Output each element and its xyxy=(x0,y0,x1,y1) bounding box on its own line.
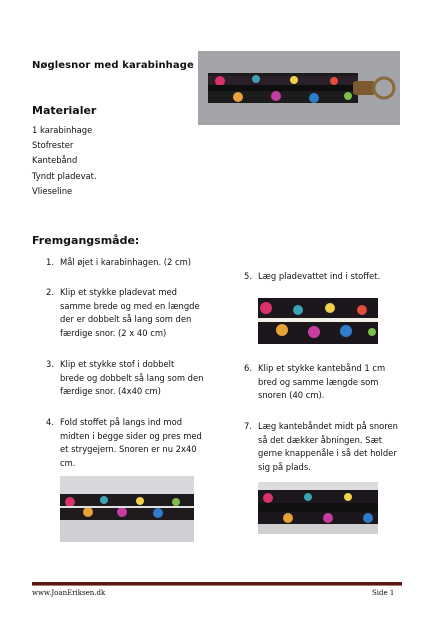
step-number: 2. xyxy=(46,287,54,297)
step-line: Læg pladevattet ind i stoffet. xyxy=(258,271,381,281)
step-text xyxy=(258,362,385,403)
step-text xyxy=(60,416,202,470)
step-2 xyxy=(46,286,216,346)
bias-tape-photo xyxy=(258,482,378,534)
step-line: Læg kantebåndet midt på snoren xyxy=(258,421,398,431)
batting-in-fabric-photo xyxy=(258,298,378,344)
materials-heading: Materialer xyxy=(32,104,97,117)
step-number: 7. xyxy=(244,421,252,431)
step-number: 3. xyxy=(46,359,54,369)
step-text xyxy=(258,420,398,474)
procedure-heading: Fremgangsmåde: xyxy=(32,234,140,247)
step-text xyxy=(60,286,200,340)
step-line: brede og dobbelt så lang som den xyxy=(60,372,204,383)
step-line: Mål øjet i karabinhagen. (2 cm) xyxy=(60,257,192,267)
document-title: Nøglesnor med karabinhage xyxy=(32,60,194,71)
step-line: bred og samme længde som xyxy=(258,376,379,387)
step-line: færdige snor. (2 x 40 cm) xyxy=(60,327,167,338)
materials-list xyxy=(32,123,97,199)
footer-divider-accent xyxy=(32,585,402,586)
material-item: Kantebånd xyxy=(32,155,78,166)
step-number: 6. xyxy=(244,363,252,373)
step-line: samme brede og med en længde xyxy=(60,300,200,311)
step-line: snoren (40 cm). xyxy=(258,390,325,401)
step-7 xyxy=(244,420,414,480)
step-1 xyxy=(46,256,216,272)
material-item: Tyndt pladevat. xyxy=(32,170,97,181)
step-line: Klip et stykke kantebånd 1 cm xyxy=(258,363,386,373)
step-number: 4. xyxy=(46,417,54,427)
step-line: cm. xyxy=(60,457,76,468)
folded-fabric-photo xyxy=(60,476,194,542)
step-line: der er dobbelt så lang som den xyxy=(60,314,192,325)
material-item: 1 karabinhage xyxy=(32,125,93,135)
material-item: Vlieseline xyxy=(32,185,73,196)
step-line: så det dækker åbningen. Sæt xyxy=(258,434,383,445)
step-line: midten i begge sider og pres med xyxy=(60,430,202,441)
keychain-photo xyxy=(198,51,400,125)
step-line: færdige snor. (4x40 cm) xyxy=(60,386,161,397)
footer-page-number: Side 1 xyxy=(372,589,395,597)
step-6 xyxy=(244,362,414,408)
step-5 xyxy=(244,270,414,286)
step-line: Fold stoffet på langs ind mod xyxy=(60,417,183,427)
step-number: 5. xyxy=(244,271,252,281)
step-line: gerne knappenåle i så det holder xyxy=(258,448,397,459)
step-text xyxy=(60,256,191,270)
step-text xyxy=(60,358,203,399)
step-text xyxy=(258,270,380,284)
step-line: sig på plads. xyxy=(258,461,311,472)
step-4 xyxy=(46,416,216,476)
step-line: Klip et stykke pladevat med xyxy=(60,287,177,297)
material-item: Stofrester xyxy=(32,140,74,151)
step-number: 1. xyxy=(46,257,54,267)
step-line: et strygejern. Snoren er nu 2x40 xyxy=(60,444,197,455)
step-3 xyxy=(46,358,216,404)
step-line: Klip et stykke stof i dobbelt xyxy=(60,359,175,369)
footer-website: www.JoanEriksen.dk xyxy=(32,589,106,597)
